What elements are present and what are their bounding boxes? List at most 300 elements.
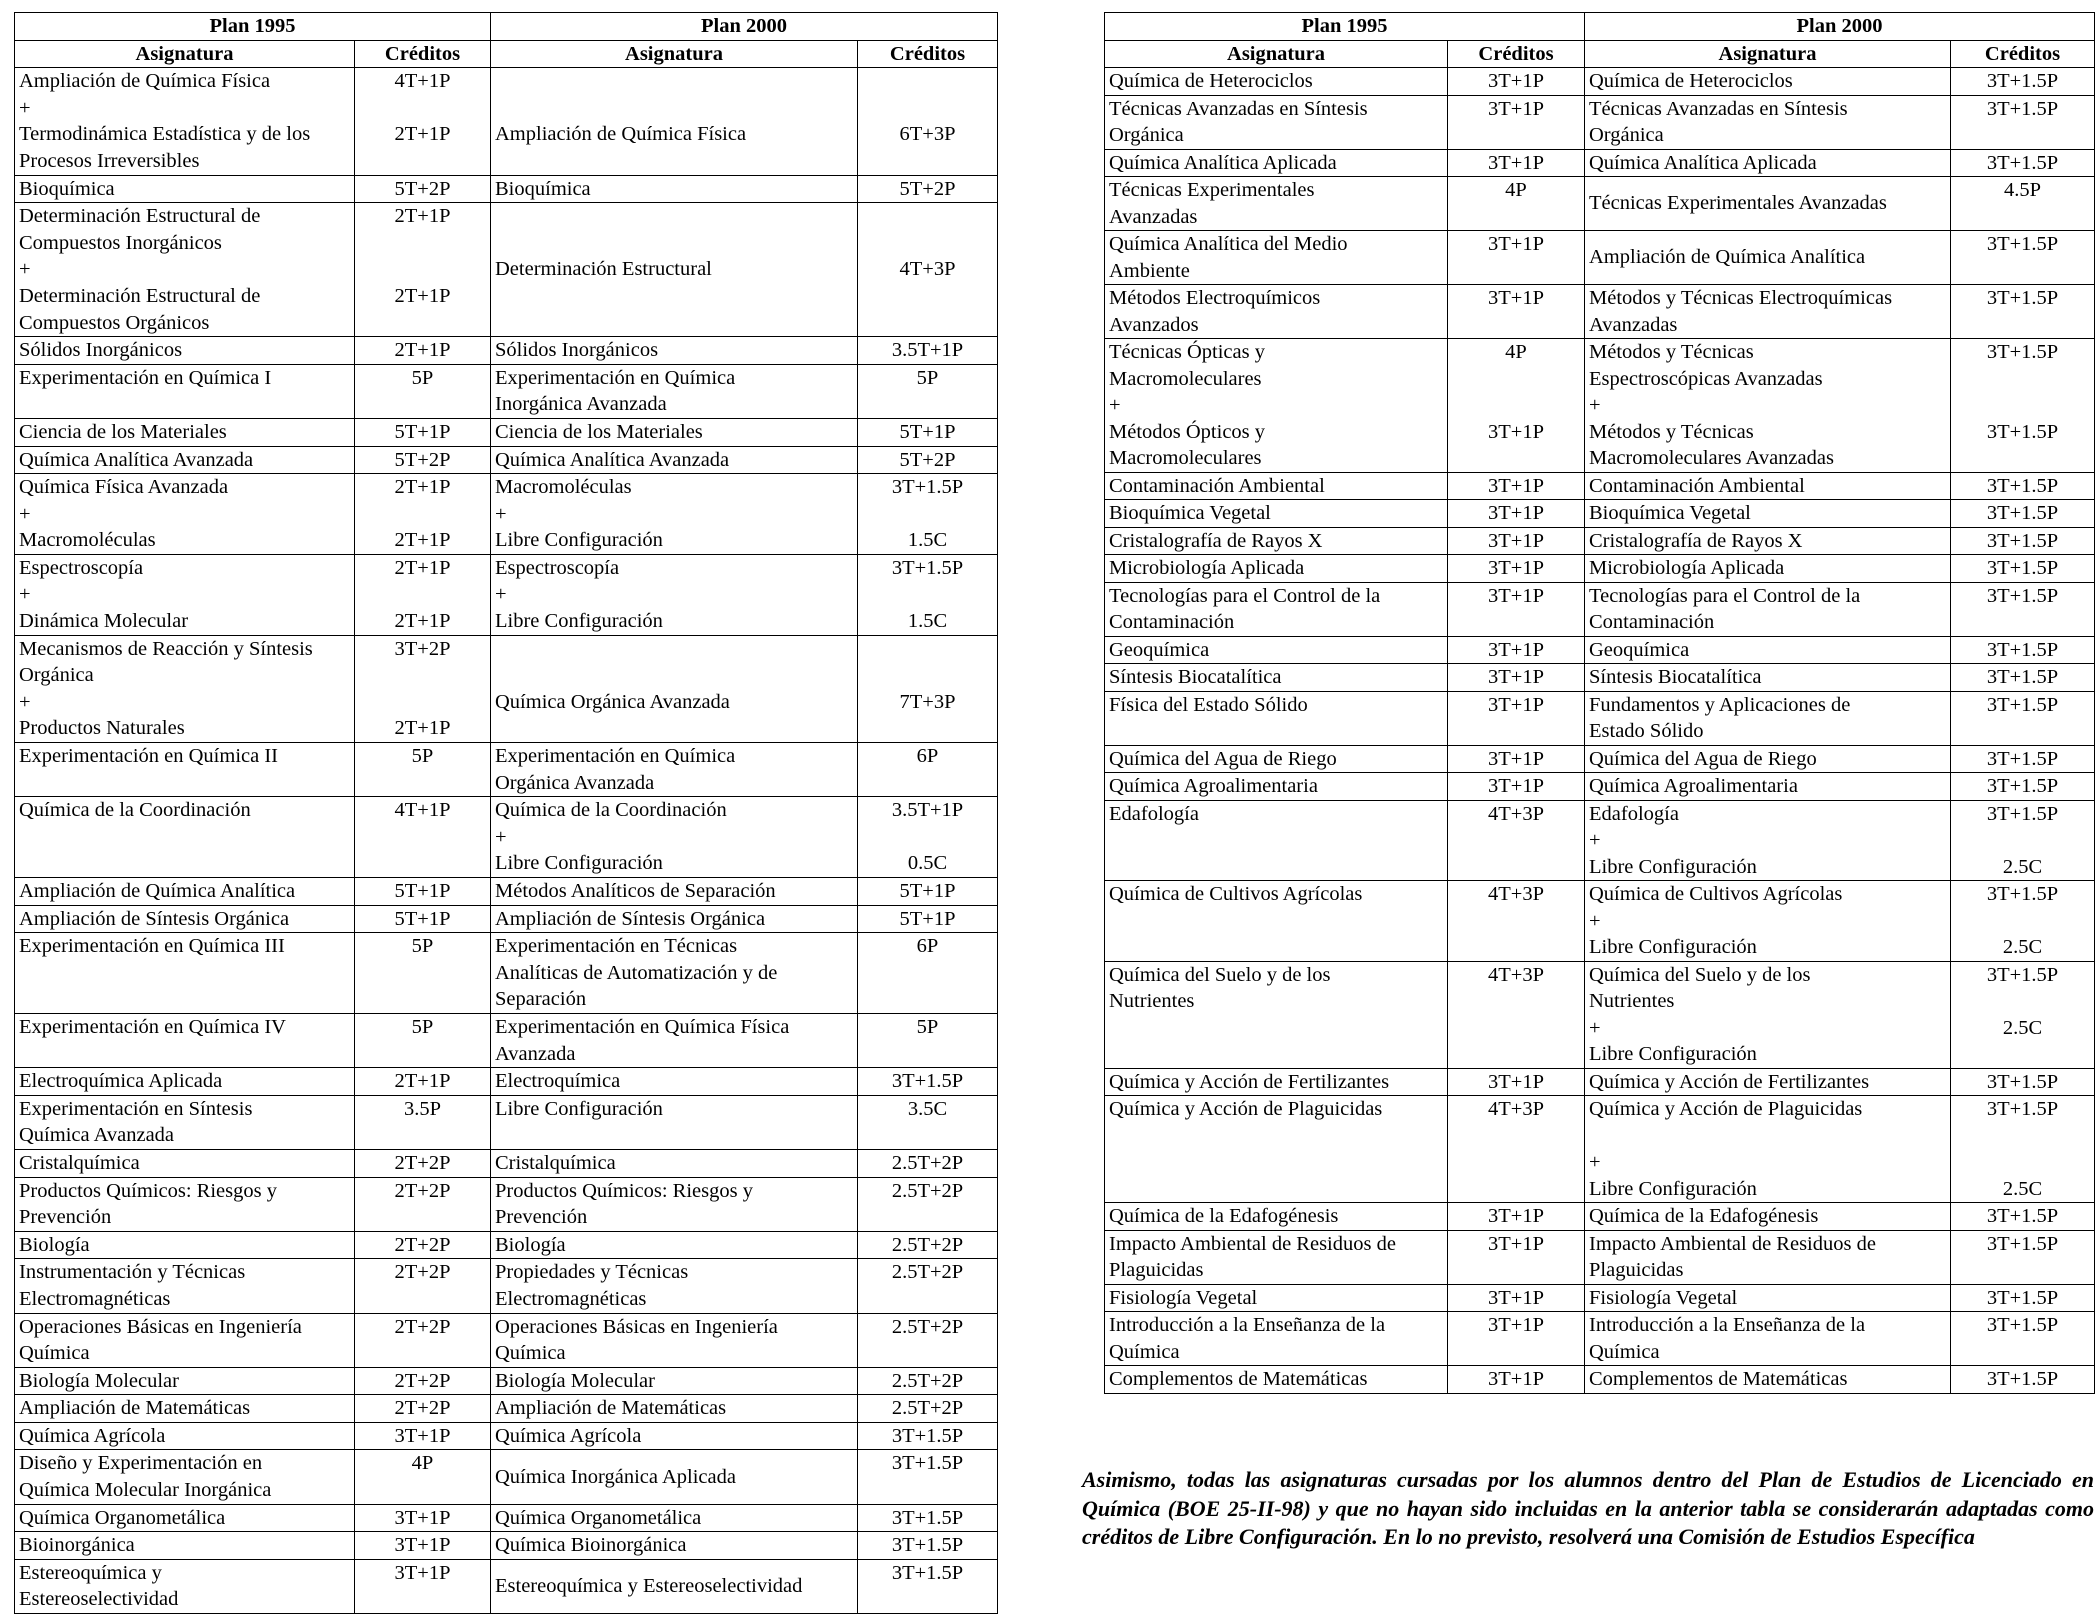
- table-row: [15, 1231, 998, 1259]
- asignatura-2000-cell: [491, 1177, 858, 1231]
- asignatura-1995-cell: [1105, 800, 1448, 881]
- creditos-1995-cell: [355, 1095, 491, 1149]
- cell-line: 3T+1P: [1488, 638, 1544, 661]
- creditos-1995-cell: [355, 1422, 491, 1450]
- cell-line: Estereoquímica y Estereoselectividad: [495, 1575, 803, 1598]
- cell-line: Introducción a la Enseñanza de la: [1589, 1314, 1866, 1336]
- asignatura-1995-cell: [15, 1231, 355, 1259]
- cell-line: 3T+1.5P: [1986, 474, 2059, 497]
- cell-line: Biología Molecular: [19, 1369, 179, 1392]
- creditos-2000-cell: [858, 1095, 998, 1149]
- cell-line: [1589, 1123, 1946, 1150]
- cell-line: 3T+1.5P: [1986, 1286, 2059, 1309]
- asignatura-2000-cell: [1585, 1203, 1951, 1231]
- cell-line: [862, 391, 993, 418]
- cell-line: Espectroscópicas Avanzadas: [1589, 367, 1823, 390]
- cell-line: [1452, 1257, 1580, 1284]
- table-row: [1105, 773, 2095, 801]
- cell-line: 3T+1.5P: [1986, 802, 2059, 825]
- creditos-1995-cell: [1448, 177, 1585, 231]
- cell-line: 5T+2P: [394, 177, 451, 200]
- asignatura-2000-cell: [491, 364, 858, 418]
- creditos-1995-cell: [355, 446, 491, 474]
- cell-line: Métodos y Técnicas: [1589, 420, 1754, 443]
- table-row: [15, 474, 998, 555]
- creditos-2000-cell: [858, 933, 998, 1014]
- cell-line: 2.5C: [2002, 855, 2043, 878]
- asignatura-2000-cell: [1585, 1096, 1951, 1203]
- cell-line: 3T+1.5P: [1986, 775, 2059, 797]
- cell-line: 1.5C: [907, 529, 948, 552]
- cell-line: Mecanismos de Reacción y Síntesis: [19, 637, 313, 660]
- cell-line: Biología: [19, 1233, 90, 1256]
- asignatura-2000-cell: [491, 474, 858, 555]
- creditos-2000-cell: [858, 1013, 998, 1067]
- table-row: [15, 1532, 998, 1560]
- cell-line: [1452, 1123, 1580, 1150]
- cell-line: Química de la Coordinación: [19, 799, 251, 822]
- cell-line: [359, 850, 486, 877]
- cell-line: Determinación Estructural de: [19, 205, 261, 228]
- cell-line: Química y Acción de Fertilizantes: [1589, 1070, 1870, 1093]
- cell-line: 5T+1P: [394, 880, 451, 902]
- creditos-2000-cell: [1951, 664, 2095, 692]
- cell-line: Química Analítica Aplicada: [1109, 151, 1337, 174]
- creditos-1995-cell: [355, 1504, 491, 1532]
- creditos-2000-cell: [858, 1149, 998, 1177]
- cell-line: Química Inorgánica Aplicada: [495, 1465, 736, 1488]
- cell-line: +: [19, 583, 31, 606]
- cell-line: 2T+2P: [394, 1315, 451, 1338]
- cell-line: 3T+1P: [1488, 693, 1544, 716]
- cell-line: Métodos y Técnicas Electroquímicas: [1589, 287, 1893, 309]
- cell-line: 4P: [1505, 179, 1527, 201]
- asignatura-1995-cell: [1105, 1366, 1448, 1394]
- cell-line: Experimentación en Química: [495, 366, 736, 389]
- cell-line: +: [19, 258, 31, 281]
- asignatura-1995-cell: [15, 554, 355, 635]
- cell-line: Química Agrícola: [19, 1424, 166, 1447]
- cell-line: 3T+1.5P: [1986, 883, 2059, 905]
- cell-line: [862, 986, 993, 1013]
- creditos-2000-cell: [858, 1504, 998, 1532]
- asignatura-1995-cell: [1105, 231, 1448, 285]
- cell-line: Química: [1589, 1340, 1660, 1363]
- cell-line: 3T+1.5P: [891, 1506, 964, 1529]
- creditos-2000-cell: [858, 1532, 998, 1560]
- cell-line: Química Agroalimentaria: [1589, 775, 1798, 797]
- cell-line: 2T+1P: [394, 556, 451, 579]
- cell-line: [495, 148, 853, 175]
- cell-line: [862, 68, 993, 95]
- cell-line: [862, 230, 993, 257]
- asignatura-1995-cell: [1105, 1312, 1448, 1366]
- cell-line: 3T+1.5P: [1986, 287, 2059, 309]
- cell-line: [862, 1477, 993, 1504]
- asignatura-2000-cell: [491, 175, 858, 203]
- cell-line: Experimentación en Química II: [19, 745, 278, 768]
- cell-line: Nutrientes: [1109, 990, 1195, 1012]
- cell-line: Ampliación de Síntesis Orgánica: [19, 907, 290, 930]
- cell-line: 3T+1P: [1488, 233, 1544, 255]
- table-row: [1105, 285, 2095, 339]
- cell-line: 6T+3P: [899, 123, 956, 146]
- cell-line: Técnicas Experimentales Avanzadas: [1589, 192, 1887, 215]
- asignatura-2000-cell: [1585, 339, 1951, 473]
- asignatura-2000-cell: [1585, 1284, 1951, 1312]
- cell-line: Productos Químicos: Riesgos y: [19, 1179, 277, 1202]
- creditos-2000-cell: [1951, 177, 2095, 231]
- asignatura-2000-header: Asignatura: [1585, 40, 1951, 68]
- cell-line: Química y Acción de Plaguicidas: [1589, 1098, 1863, 1120]
- asignatura-1995-cell: [15, 743, 355, 797]
- creditos-2000-cell: [1951, 773, 2095, 801]
- cell-line: [862, 1586, 993, 1613]
- asignatura-1995-cell: [1105, 1230, 1448, 1284]
- creditos-1995-cell: [355, 554, 491, 635]
- cell-line: +: [1589, 829, 1601, 851]
- cell-line: [1955, 366, 2090, 393]
- cell-line: Química Agrícola: [495, 1424, 642, 1447]
- cell-line: Cristalografía de Rayos X: [1109, 529, 1323, 552]
- asignatura-1995-cell: [15, 1450, 355, 1504]
- cell-line: Orgánica: [1109, 124, 1184, 146]
- asignatura-1995-cell: [15, 474, 355, 555]
- cell-line: 5T+1P: [899, 420, 956, 443]
- cell-line: 3T+1.5P: [1986, 666, 2059, 688]
- creditos-1995-cell: [1448, 527, 1585, 555]
- cell-line: 4T+1P: [394, 799, 451, 822]
- creditos-1995-cell: [355, 743, 491, 797]
- table-row: [1105, 1284, 2095, 1312]
- creditos-2000-cell: [858, 1559, 998, 1613]
- asignatura-1995-cell: [15, 446, 355, 474]
- cell-line: Prevención: [19, 1206, 112, 1229]
- creditos-2000-cell: [1951, 68, 2095, 96]
- cell-line: 6P: [916, 745, 939, 768]
- cell-line: Avanzadas: [1589, 313, 1678, 336]
- asignatura-2000-cell: [1585, 231, 1951, 285]
- cell-line: [1452, 392, 1580, 419]
- cell-line: +: [495, 502, 507, 525]
- cell-line: 3T+1P: [1488, 747, 1544, 770]
- asignatura-2000-cell: [491, 1367, 858, 1395]
- asignatura-2000-cell: [491, 905, 858, 933]
- table-row: [15, 905, 998, 933]
- cell-line: Contaminación: [1109, 611, 1235, 633]
- cell-line: Biología Molecular: [495, 1369, 655, 1392]
- cell-line: [359, 1122, 486, 1149]
- creditos-2000-cell: [858, 1450, 998, 1504]
- cell-line: Libre Configuración: [495, 529, 663, 552]
- cell-line: Ampliación de Química Física: [495, 123, 747, 146]
- cell-line: Termodinámica Estadística y de los: [19, 123, 311, 146]
- creditos-1995-cell: [1448, 691, 1585, 745]
- cell-line: Electromagnéticas: [19, 1287, 171, 1310]
- creditos-2000-cell: [858, 635, 998, 742]
- cell-line: Ciencia de los Materiales: [19, 420, 227, 443]
- cell-line: 2T+2P: [394, 1233, 451, 1256]
- table-row: [1105, 691, 2095, 745]
- asignatura-2000-cell: [491, 1259, 858, 1313]
- cell-line: +: [495, 825, 507, 848]
- cell-line: [862, 636, 993, 663]
- cell-line: Experimentación en Química Física: [495, 1015, 790, 1038]
- creditos-1995-cell: [1448, 1230, 1585, 1284]
- asignatura-1995-cell: [1105, 1096, 1448, 1203]
- cell-line: 3T+1.5P: [891, 1452, 964, 1475]
- creditos-1995-cell: [355, 1177, 491, 1231]
- asignatura-2000-cell: [491, 933, 858, 1014]
- cell-line: 4T+3P: [1488, 802, 1544, 825]
- asignatura-1995-cell: [15, 203, 355, 337]
- cell-line: Libre Configuración: [495, 610, 663, 633]
- table-row: [15, 1450, 998, 1504]
- cell-line: Química Analítica del Medio: [1109, 233, 1348, 255]
- asignatura-1995-cell: [15, 418, 355, 446]
- cell-line: [1955, 392, 2090, 419]
- creditos-1995-cell: [1448, 1366, 1585, 1394]
- cell-line: Contaminación: [1589, 611, 1715, 633]
- cell-line: 3T+1.5P: [1986, 1070, 2059, 1093]
- cell-line: 3T+1.5P: [1986, 693, 2059, 716]
- creditos-1995-cell: [355, 1395, 491, 1423]
- asignatura-1995-cell: [1105, 68, 1448, 96]
- cell-line: 0.5C: [907, 852, 948, 875]
- asignatura-2000-cell: [491, 1395, 858, 1423]
- cell-line: 2T+1P: [394, 717, 451, 740]
- cell-line: Microbiología Aplicada: [1589, 557, 1785, 579]
- cell-line: 3.5C: [907, 1097, 948, 1120]
- cell-line: 4P: [1505, 341, 1527, 363]
- cell-line: 3T+1.5P: [1986, 97, 2059, 120]
- cell-line: 4T+3P: [1488, 963, 1544, 986]
- table-row: [1105, 582, 2095, 636]
- table-row: [15, 1068, 998, 1096]
- cell-line: Bioquímica: [495, 177, 591, 200]
- cell-line: 5T+2P: [899, 177, 956, 200]
- asignatura-1995-cell: [1105, 961, 1448, 1068]
- cell-line: Química: [19, 1342, 90, 1365]
- creditos-1995-cell: [1448, 285, 1585, 339]
- cell-line: 2.5T+2P: [891, 1151, 964, 1174]
- creditos-2000-cell: [858, 554, 998, 635]
- asignatura-1995-cell: [1105, 773, 1448, 801]
- cell-line: 3T+1.5P: [1986, 233, 2059, 255]
- cell-line: [862, 283, 993, 310]
- asignatura-1995-cell: [1105, 745, 1448, 773]
- cell-line: 2T+2P: [394, 1369, 451, 1392]
- cell-line: Electroquímica: [495, 1070, 621, 1093]
- cell-line: Plaguicidas: [1589, 1259, 1684, 1281]
- cell-line: Cristalografía de Rayos X: [1589, 529, 1803, 552]
- cell-line: 3T+1P: [1488, 1070, 1544, 1093]
- cell-line: [359, 501, 486, 528]
- cell-line: 3T+1P: [394, 1506, 451, 1529]
- creditos-2000-cell: [1951, 95, 2095, 149]
- cell-line: Tecnologías para el Control de la: [1109, 584, 1381, 607]
- cell-line: 3T+1.5P: [1986, 1314, 2059, 1336]
- cell-line: [1109, 854, 1443, 881]
- cell-line: 5T+2P: [394, 448, 451, 471]
- creditos-2000-cell: [858, 743, 998, 797]
- cell-line: Química: [1109, 1340, 1180, 1363]
- asignatura-2000-cell: [1585, 555, 1951, 583]
- creditos-1995-cell: [1448, 339, 1585, 473]
- table-row: [1105, 881, 2095, 962]
- cell-line: Edafología: [1589, 802, 1679, 825]
- table-row: [1105, 95, 2095, 149]
- creditos-2000-cell: [858, 1313, 998, 1367]
- asignatura-1995-cell: [15, 1149, 355, 1177]
- asignatura-2000-cell: [1585, 773, 1951, 801]
- cell-line: Química Analítica Avanzada: [495, 448, 730, 471]
- creditos-1995-cell: [1448, 1068, 1585, 1096]
- asignatura-2000-cell: [491, 1231, 858, 1259]
- cell-line: Química y Acción de Plaguicidas: [1109, 1098, 1383, 1120]
- table-row: [15, 878, 998, 906]
- creditos-2000-cell: [1951, 1203, 2095, 1231]
- cell-line: 3T+1P: [1488, 70, 1544, 92]
- asignatura-1995-cell: [1105, 177, 1448, 231]
- cell-line: Biología: [495, 1233, 566, 1256]
- cell-line: Fundamentos y Aplicaciones de: [1589, 693, 1851, 716]
- table-row: [15, 1259, 998, 1313]
- asignatura-2000-cell: [1585, 1366, 1951, 1394]
- cell-line: 2T+1P: [394, 205, 451, 228]
- creditos-2000-cell: [1951, 1230, 2095, 1284]
- table-row: [15, 1313, 998, 1367]
- cell-line: [359, 1340, 486, 1367]
- creditos-2000-cell: [858, 1367, 998, 1395]
- creditos-1995-cell: [355, 175, 491, 203]
- cell-line: [1109, 934, 1443, 961]
- cell-line: 3T+1.5P: [1986, 151, 2059, 174]
- cell-line: 3T+1P: [1488, 584, 1544, 607]
- creditos-2000-cell: [858, 1068, 998, 1096]
- cell-line: [359, 689, 486, 716]
- cell-line: 3T+1.5P: [1986, 1098, 2059, 1120]
- cell-line: Productos Naturales: [19, 717, 185, 740]
- asignatura-1995-cell: [1105, 582, 1448, 636]
- cell-line: 5P: [411, 366, 434, 389]
- cell-line: Propiedades y Técnicas: [495, 1261, 689, 1284]
- cell-line: [359, 824, 486, 851]
- creditos-1995-cell: [1448, 664, 1585, 692]
- asignatura-2000-cell: [1585, 1312, 1951, 1366]
- cell-line: [495, 310, 853, 337]
- asignatura-2000-cell: [491, 1149, 858, 1177]
- cell-line: 3T+1P: [1488, 1205, 1544, 1227]
- asignatura-1995-cell: [15, 797, 355, 878]
- cell-line: 5P: [411, 1015, 434, 1038]
- cell-line: 3T+1.5P: [1986, 70, 2059, 92]
- cell-line: Química del Suelo y de los: [1109, 963, 1331, 986]
- cell-line: [1109, 1123, 1443, 1150]
- cell-line: [1955, 718, 2090, 745]
- table-row: [15, 797, 998, 878]
- table-row: [15, 1559, 998, 1613]
- cell-line: 3T+1P: [1488, 420, 1544, 443]
- asignatura-2000-cell: [491, 797, 858, 878]
- asignatura-1995-cell: [1105, 1068, 1448, 1096]
- creditos-1995-cell: [355, 1313, 491, 1367]
- cell-line: Técnicas Experimentales: [1109, 179, 1315, 201]
- cell-line: [1452, 908, 1580, 935]
- cell-line: 2.5C: [2002, 1177, 2043, 1200]
- cell-line: [862, 715, 993, 742]
- cell-line: Técnicas Ópticas y: [1109, 341, 1265, 363]
- cell-line: [862, 662, 993, 689]
- creditos-2000-cell: [1951, 961, 2095, 1068]
- cell-line: +: [1589, 394, 1601, 416]
- cell-line: 3T+1P: [394, 1424, 451, 1447]
- table-row: [15, 1177, 998, 1231]
- asignatura-1995-cell: [1105, 472, 1448, 500]
- cell-line: [359, 581, 486, 608]
- cell-line: Complementos de Matemáticas: [1589, 1368, 1848, 1390]
- cell-line: [1955, 1339, 2090, 1366]
- asignatura-1995-cell: [15, 1313, 355, 1367]
- cell-line: [862, 203, 993, 230]
- cell-line: 4T+1P: [394, 70, 451, 93]
- cell-line: Química Organometálica: [495, 1506, 702, 1529]
- cell-line: 3T+1.5P: [891, 476, 964, 499]
- creditos-1995-cell: [1448, 881, 1585, 962]
- cell-line: 3T+1P: [394, 1561, 451, 1584]
- creditos-2000-cell: [858, 364, 998, 418]
- asignatura-2000-cell: [491, 635, 858, 742]
- asignatura-1995-cell: [15, 1259, 355, 1313]
- cell-line: [359, 960, 486, 987]
- creditos-2000-cell: [858, 1231, 998, 1259]
- table-row: [1105, 500, 2095, 528]
- creditos-1995-cell: [1448, 582, 1585, 636]
- plan-header-row: [1105, 13, 2095, 41]
- column-header-row: [1105, 40, 2095, 68]
- cell-line: 5P: [411, 935, 434, 958]
- cell-line: Ampliación de Química Física: [19, 70, 271, 93]
- table-row: [15, 1367, 998, 1395]
- creditos-2000-cell: [858, 175, 998, 203]
- cell-line: Ampliación de Síntesis Orgánica: [495, 907, 766, 930]
- cell-line: Síntesis Biocatalítica: [1589, 666, 1762, 688]
- cell-line: Ambiente: [1109, 259, 1190, 282]
- asignatura-2000-cell: [1585, 472, 1951, 500]
- cell-line: 2.5C: [2002, 1016, 2043, 1039]
- cell-line: Química Avanzada: [19, 1124, 175, 1147]
- cell-line: [359, 230, 486, 257]
- cell-line: Química Bioinorgánica: [495, 1534, 687, 1557]
- creditos-2000-header: Créditos: [1951, 40, 2095, 68]
- creditos-1995-cell: [355, 68, 491, 175]
- cell-line: [1109, 718, 1443, 745]
- creditos-1995-cell: [1448, 68, 1585, 96]
- cell-line: Avanzadas: [1109, 205, 1198, 228]
- asignatura-2000-cell: [491, 203, 858, 337]
- creditos-2000-header: Créditos: [858, 40, 998, 68]
- cell-line: [1452, 366, 1580, 393]
- creditos-2000-cell: [1951, 555, 2095, 583]
- asignatura-2000-cell: [491, 1013, 858, 1067]
- cell-line: Química de Cultivos Agrícolas: [1589, 883, 1843, 905]
- creditos-2000-cell: [858, 1259, 998, 1313]
- creditos-2000-cell: [858, 905, 998, 933]
- cell-line: Estereoselectividad: [19, 1588, 179, 1611]
- creditos-1995-cell: [355, 1367, 491, 1395]
- asignatura-1995-cell: [1105, 500, 1448, 528]
- table-row: [15, 933, 998, 1014]
